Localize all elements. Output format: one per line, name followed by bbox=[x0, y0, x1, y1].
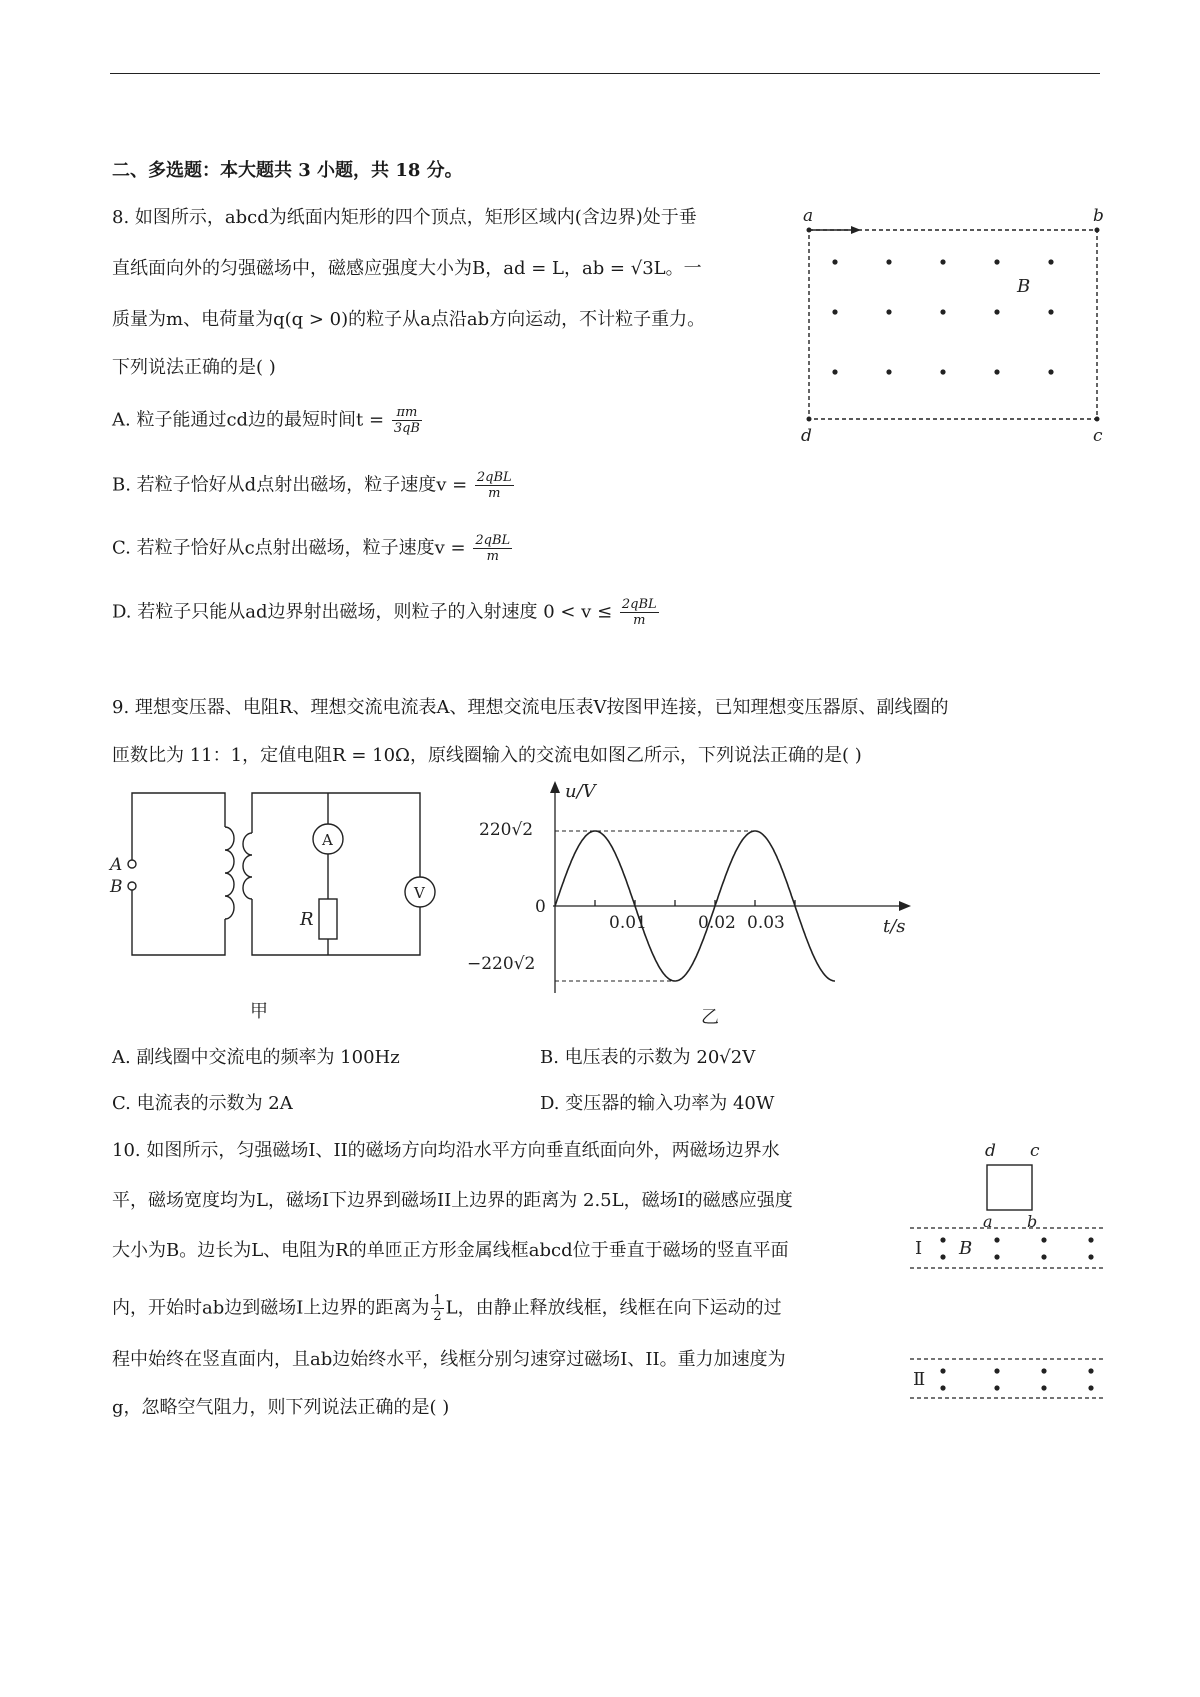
q10-line6: g，忽略空气阻力，则下列说法正确的是( ) bbox=[112, 1397, 450, 1418]
q8-option-b[interactable] bbox=[112, 470, 516, 501]
q10-fraction-half: $\frac{1}{2}$ bbox=[433, 1293, 442, 1324]
graph-caption: 乙 bbox=[701, 1007, 719, 1028]
q8-rectangle-boundary bbox=[809, 230, 1097, 419]
q8-option-d-text: D. 若粒子只能从ad边界射出磁场，则粒子的入射速度 0 < v ≤ bbox=[112, 601, 613, 623]
y-axis-arrow bbox=[550, 781, 560, 793]
q9-option-c[interactable]: C. 电流表的示数为 2A bbox=[112, 1093, 293, 1114]
field-ii-label: Ⅱ bbox=[913, 1369, 926, 1390]
q10-label-d: d bbox=[985, 1141, 996, 1161]
q8-line1: 8. 如图所示，abcd为纸面内矩形的四个顶点，矩形区域内(含边界)处于垂 bbox=[112, 207, 697, 228]
ammeter-label: A bbox=[322, 831, 333, 849]
q10-label-a: a bbox=[983, 1212, 993, 1231]
x-tick-0.01: 0.01 bbox=[609, 913, 647, 933]
q8-option-b-text: B. 若粒子恰好从d点射出磁场，粒子速度v = bbox=[112, 474, 468, 496]
y-axis-label: u/V bbox=[565, 781, 596, 802]
q10-label-b: b bbox=[1027, 1212, 1038, 1231]
q9-circuit-diagram bbox=[110, 785, 440, 1025]
q8-line3: 质量为m、电荷量为q(q > 0)的粒子从a点沿ab方向运动，不计粒子重力。 bbox=[112, 309, 706, 330]
q10-loop-field-figure bbox=[905, 1135, 1110, 1410]
section-title: 二、多选题：本大题共 3 小题，共 18 分。 bbox=[112, 160, 463, 181]
q9-option-b[interactable]: B. 电压表的示数为 20√2V bbox=[540, 1047, 756, 1068]
q10-line5: 程中始终在竖直面内，且ab边始终水平，线框分别匀速穿过磁场I、II。重力加速度为 bbox=[112, 1349, 786, 1370]
circuit-caption: 甲 bbox=[250, 1001, 268, 1022]
q9-line2: 匝数比为 11：1，定值电阻R = 10Ω，原线圈输入的交流电如图乙所示，下列说法正确的是( ) bbox=[112, 745, 862, 766]
q9-option-d[interactable]: D. 变压器的输入功率为 40W bbox=[540, 1093, 775, 1114]
x-axis-arrow bbox=[899, 901, 911, 911]
q8-option-d-fraction: $\frac{\text{2qBL}}{m}$ bbox=[621, 597, 657, 628]
q9-option-a[interactable]: A. 副线圈中交流电的频率为 100Hz bbox=[112, 1047, 400, 1068]
y-tick-min: −220√2 bbox=[467, 954, 536, 974]
q9-voltage-graph bbox=[455, 775, 925, 1030]
voltmeter-label: V bbox=[414, 884, 425, 902]
x-tick-0.02: 0.02 bbox=[698, 913, 736, 933]
y-tick-max: 220√2 bbox=[479, 820, 534, 840]
circuit-terminal-b: B bbox=[110, 877, 123, 897]
q8-option-a[interactable] bbox=[112, 405, 424, 436]
q8-option-c[interactable] bbox=[112, 533, 514, 564]
field-ii-dots bbox=[940, 1368, 1093, 1390]
x-tick-0.03: 0.03 bbox=[747, 913, 785, 933]
q8-label-b: b bbox=[1093, 206, 1104, 226]
q8-option-a-fraction: $\frac{\pi m}{3qB}$ bbox=[393, 405, 420, 436]
field-i-label: I bbox=[915, 1238, 923, 1259]
q8-option-a-text: A. 粒子能通过cd边的最短时间t = bbox=[112, 409, 385, 431]
header-rule bbox=[110, 73, 1100, 74]
circuit-terminal-a: A bbox=[110, 855, 123, 875]
q8-arrow-head bbox=[851, 226, 861, 234]
field-i-b-label: B bbox=[959, 1238, 973, 1259]
q10-line2: 平，磁场宽度均为L，磁场I下边界到磁场II上边界的距离为 2.5L，磁场I的磁感应强度 bbox=[112, 1190, 793, 1211]
q8-magnetic-field-figure bbox=[795, 205, 1115, 446]
resistor-label: R bbox=[300, 909, 314, 930]
q8-option-c-fraction: $\frac{\text{2qBL}}{m}$ bbox=[475, 533, 511, 564]
q10-line4: 内，开始时ab边到磁场I上边界的距离为 $\frac{1}{2}$ L，由静止释放线框，线框在向下运动的过 bbox=[112, 1293, 782, 1324]
y-tick-zero: 0 bbox=[535, 897, 546, 917]
q8-line2: 直纸面向外的匀强磁场中，磁感应强度大小为B，ad = L，ab = √3L。一 bbox=[112, 258, 702, 279]
q8-label-field-b: B bbox=[1017, 276, 1031, 297]
q10-line1: 10. 如图所示，匀强磁场I、II的磁场方向均沿水平方向垂直纸面向外，两磁场边界水 bbox=[112, 1140, 780, 1161]
q8-option-b-fraction: $\frac{\text{2qBL}}{m}$ bbox=[476, 470, 512, 501]
q8-option-d[interactable] bbox=[112, 597, 661, 628]
q10-line3: 大小为B。边长为L、电阻为R的单匝正方形金属线框abcd位于垂直于磁场的竖直平面 bbox=[112, 1240, 789, 1261]
q8-label-c: c bbox=[1093, 426, 1103, 446]
q10-label-c: c bbox=[1030, 1141, 1040, 1161]
q9-line1: 9. 理想变压器、电阻R、理想交流电流表A、理想交流电压表V按图甲连接，已知理想变压器原、副线圈的 bbox=[112, 697, 949, 718]
q10-square-loop bbox=[987, 1165, 1032, 1210]
q8-line4: 下列说法正确的是( ) bbox=[112, 357, 276, 378]
x-axis-label: t/s bbox=[883, 916, 906, 937]
q8-label-d: d bbox=[801, 426, 812, 446]
q8-label-a: a bbox=[803, 206, 814, 226]
q8-option-c-text: C. 若粒子恰好从c点射出磁场，粒子速度v = bbox=[112, 537, 466, 559]
